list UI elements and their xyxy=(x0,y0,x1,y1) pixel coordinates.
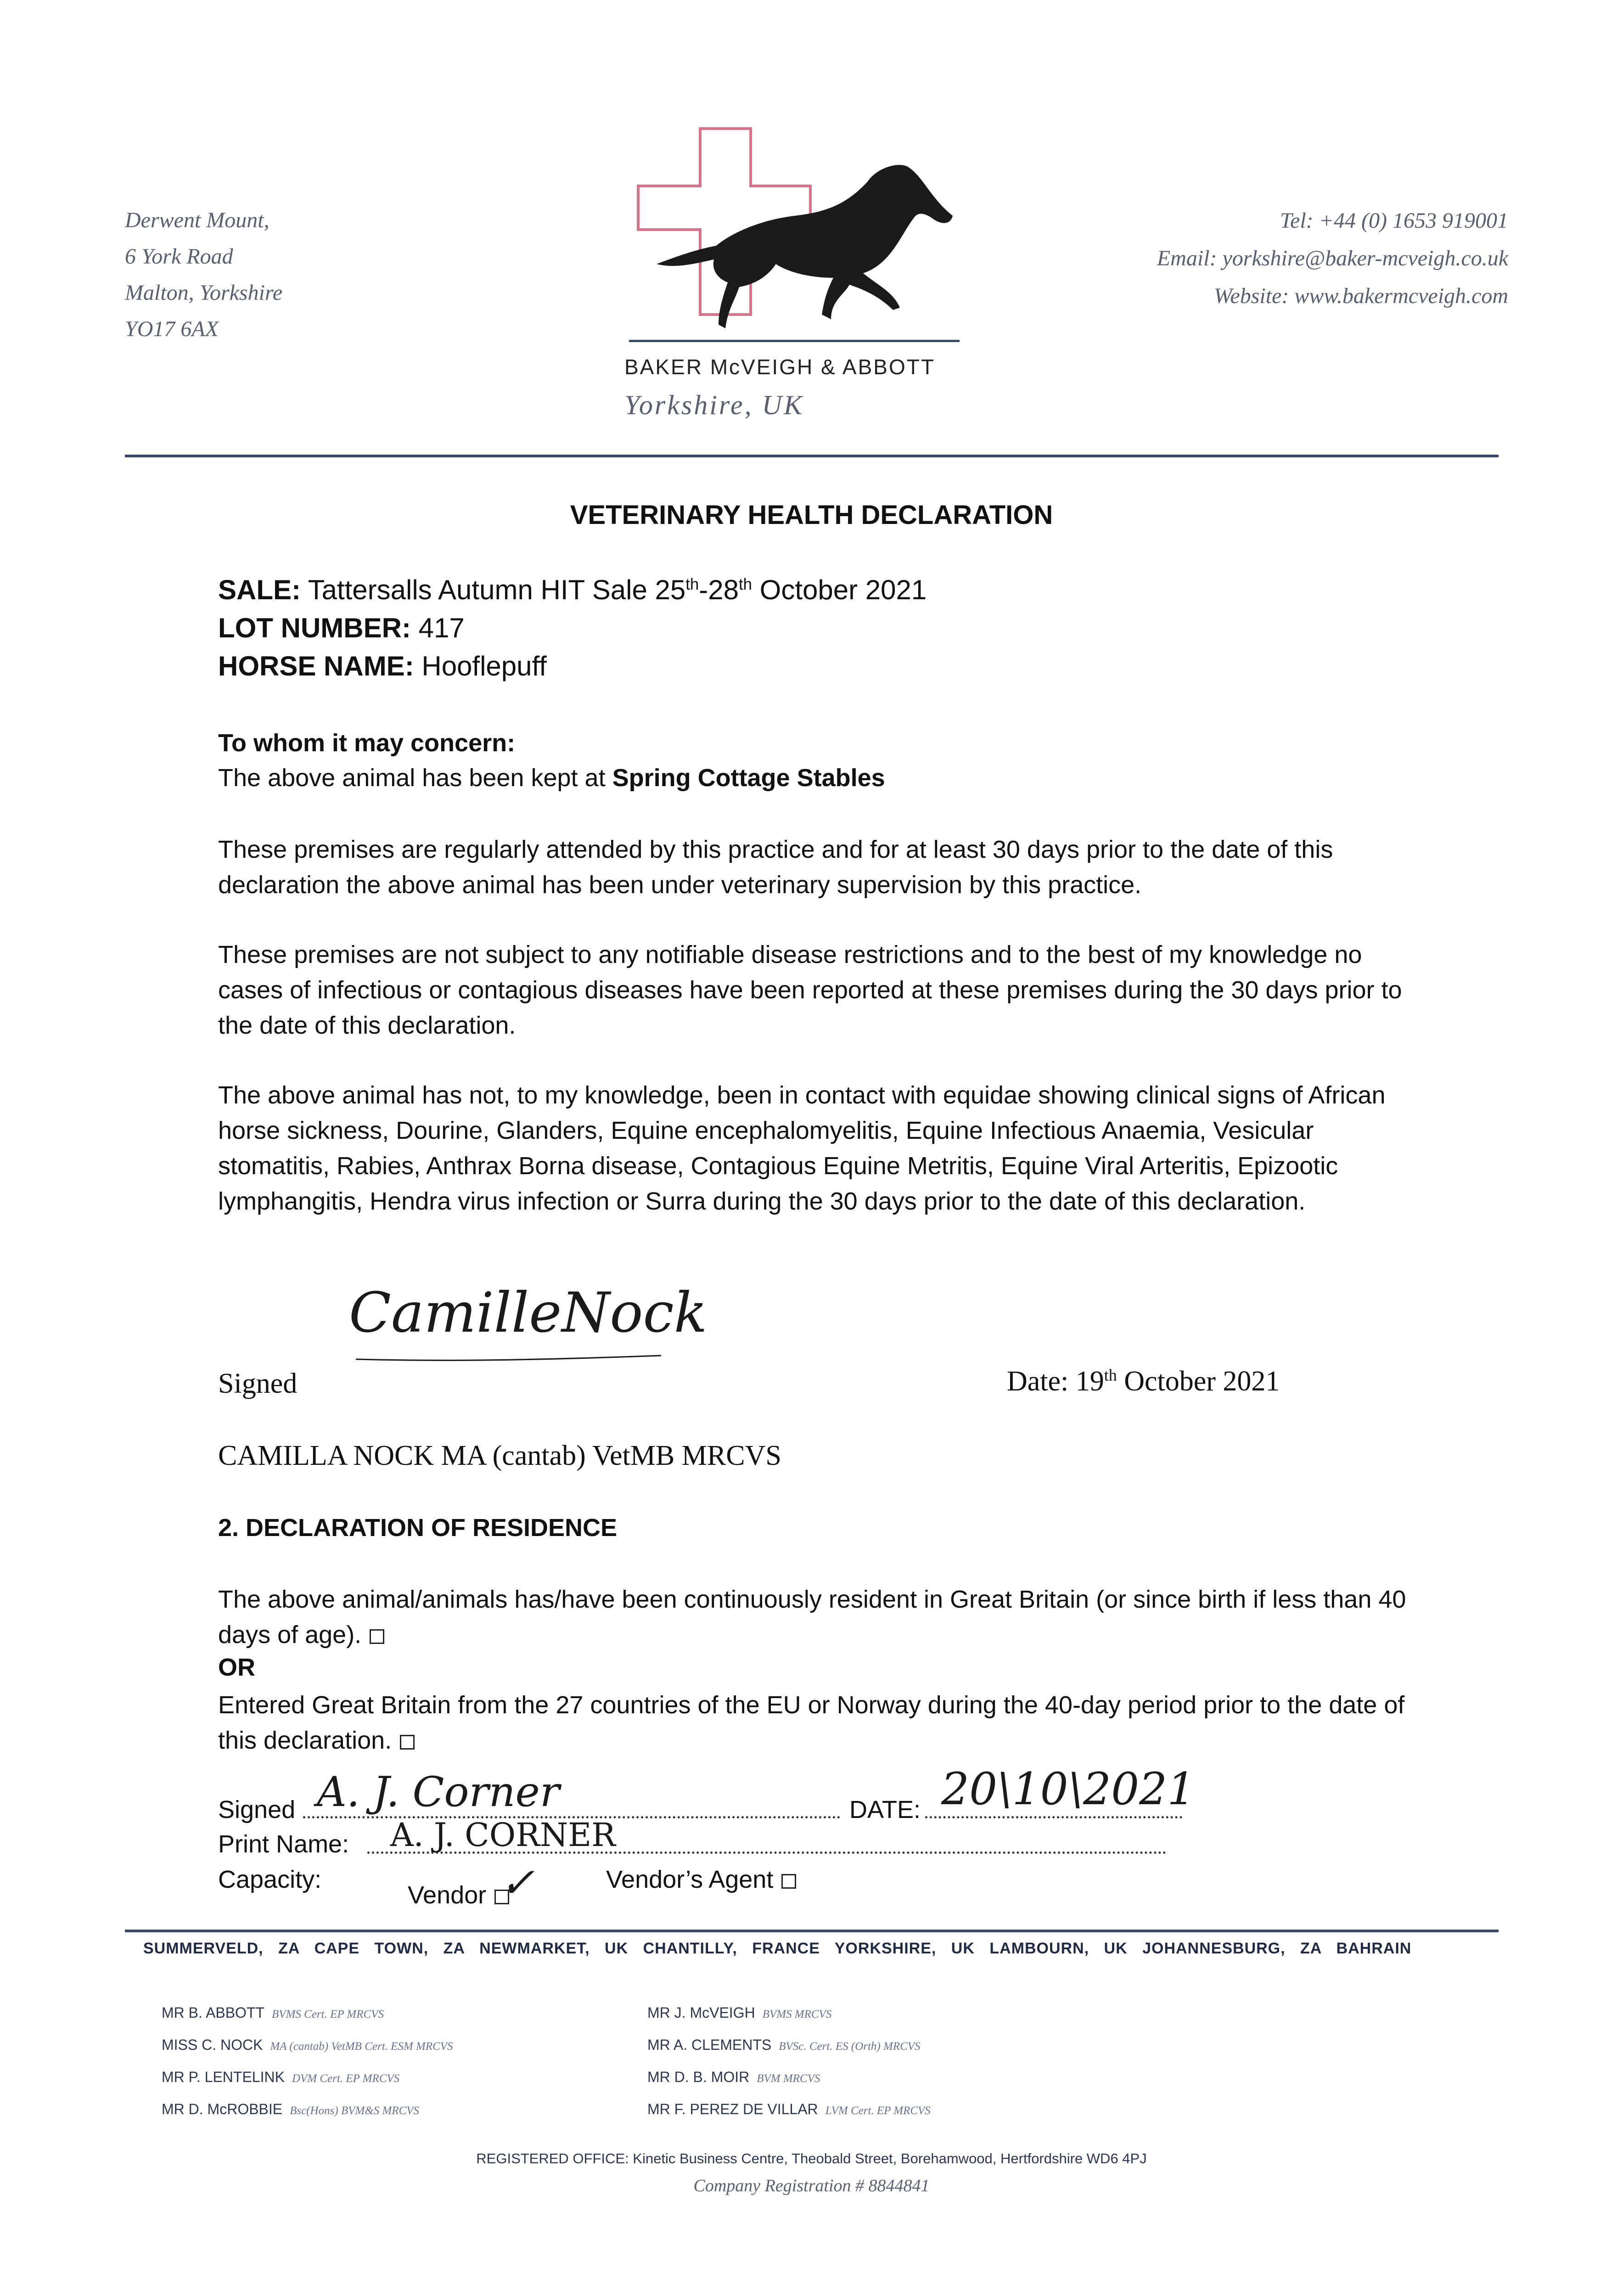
logo-rule xyxy=(629,340,960,342)
lot-label: LOT NUMBER: xyxy=(218,613,411,643)
office-locations xyxy=(143,1940,1411,1958)
print-name-value: A. J. CORNER xyxy=(390,1816,616,1854)
document-title: VETERINARY HEALTH DECLARATION xyxy=(570,500,1053,530)
vet-signature-underline xyxy=(354,1350,666,1364)
residence-option-1: The above animal/animals has/have been continuously resident in Great Britain (or since birth if less than 40 days of age). xyxy=(218,1586,1406,1649)
vendors-agent-checkbox[interactable] xyxy=(781,1874,796,1889)
residence-date-value: 20\10\2021 xyxy=(941,1763,1196,1815)
lot-line xyxy=(218,612,465,644)
office-location: SUMMERVELD, ZA xyxy=(143,1940,300,1957)
supervision-paragraph: These premises are regularly attended by this practice and for at least 30 days prior to the date of this declaration the above animal has been under veterinary supervision by this practice. xyxy=(218,836,1333,899)
practice-logo xyxy=(629,126,960,347)
horse-label: HORSE NAME: xyxy=(218,651,414,681)
salutation: To whom it may concern: xyxy=(218,729,516,757)
option-2-checkbox[interactable] xyxy=(400,1735,415,1750)
or-separator: OR xyxy=(218,1654,255,1681)
address-line: 6 York Road xyxy=(125,244,233,269)
office-location: LAMBOURN, UK xyxy=(989,1940,1128,1957)
sale-name: Tattersalls Autumn HIT Sale 25 xyxy=(308,574,686,605)
firm-name: BAKER McVEIGH & ABBOTT xyxy=(624,355,935,379)
vendors-agent-option: Vendor’s Agent xyxy=(606,1865,796,1894)
registered-office: REGISTERED OFFICE: Kinetic Business Centre, Theobald Street, Borehamwood, Hertfordshire WD6 4PJ xyxy=(476,2150,1147,2167)
email-link[interactable]: Email: yorkshire@baker-mcveigh.co.uk xyxy=(1157,246,1508,270)
vet-signature: CamilleNock xyxy=(349,1281,708,1345)
address-line: Malton, Yorkshire xyxy=(125,281,283,305)
website-link[interactable]: Website: www.bakermcveigh.com xyxy=(1213,284,1508,308)
office-location: CAPE TOWN, ZA xyxy=(314,1940,465,1957)
kept-at-line xyxy=(218,764,885,792)
practice-contact xyxy=(1157,202,1508,315)
footer-divider xyxy=(125,1930,1499,1932)
horse-line xyxy=(218,650,547,682)
staff-member: MR P. LENTELINK DVM Cert. EP MRCVS xyxy=(162,2069,400,2085)
sale-line xyxy=(218,574,927,606)
address-line: Derwent Mount, xyxy=(125,208,270,232)
staff-member: MR A. CLEMENTS BVSc. Cert. ES (Orth) MRCVS xyxy=(647,2037,921,2053)
premises-name: Spring Cottage Stables xyxy=(612,764,885,792)
staff-member: MR J. McVEIGH BVMS MRCVS xyxy=(647,2004,832,2021)
sale-month-year: October 2021 xyxy=(752,574,927,605)
practice-address xyxy=(125,202,282,347)
print-name-label: Print Name: xyxy=(218,1830,349,1858)
sale-label: SALE: xyxy=(218,574,301,605)
disease-contact-paragraph: The above animal has not, to my knowledge, been in contact with equidae showing clinical signs of African horse sickness, Dourine, Glanders, Equine encephalomyelitis, Equine Infectious Anaemia, Vesicular stomatitis, Rabies, Anthrax Borna disease, Contagious Equine Metritis, Equine Viral Arteritis, Epizootic lymphangitis, Hendra virus infection or Surra during the 30 days prior to the date of this declaration. xyxy=(218,1081,1386,1215)
staff-member: MR B. ABBOTT BVMS Cert. EP MRCVS xyxy=(162,2004,384,2021)
office-location: YORKSHIRE, UK xyxy=(834,1940,975,1957)
telephone: Tel: +44 (0) 1653 919001 xyxy=(1280,208,1508,233)
office-location: BAHRAIN xyxy=(1336,1940,1412,1957)
company-registration: Company Registration # 8844841 xyxy=(693,2176,930,2195)
sale-date-suffix: th xyxy=(685,575,699,593)
option-1-checkbox[interactable] xyxy=(370,1629,384,1644)
residence-heading: 2. DECLARATION OF RESIDENCE xyxy=(218,1514,618,1542)
horse-name: Hooflepuff xyxy=(421,651,547,681)
date-dotted-line xyxy=(925,1816,1182,1818)
vet-signed-label: Signed xyxy=(218,1368,298,1399)
vet-name: CAMILLA NOCK MA (cantab) VetMB MRCVS xyxy=(218,1440,781,1471)
sale-date-end: -28 xyxy=(699,574,739,605)
sale-date-suffix: th xyxy=(738,575,753,593)
staff-member: MR D. McROBBIE Bsc(Hons) BVM&S MRCVS xyxy=(162,2101,420,2117)
firm-location: Yorkshire, UK xyxy=(624,390,804,420)
residence-signed-label: Signed xyxy=(218,1796,296,1823)
premises-paragraph: These premises are not subject to any notifiable disease restrictions and to the best of my knowledge no cases of infectious or contagious diseases have been reported at these premises during the 30 days prior to the date of this declaration. xyxy=(218,941,1402,1039)
residence-signature: A. J. Corner xyxy=(317,1768,560,1816)
office-location: JOHANNESBURG, ZA xyxy=(1142,1940,1322,1957)
staff-member: MR D. B. MOIR BVM MRCVS xyxy=(647,2069,820,2085)
kept-at-text: The above animal has been kept at xyxy=(218,764,612,792)
vendor-tick-icon: ✓ xyxy=(500,1859,535,1907)
office-location: NEWMARKET, UK xyxy=(479,1940,629,1957)
office-location: CHANTILLY, FRANCE xyxy=(643,1940,820,1957)
staff-list-right xyxy=(647,1998,931,2126)
residence-date-label: DATE: xyxy=(849,1796,921,1823)
header-divider xyxy=(125,455,1499,457)
staff-member: MISS C. NOCK MA (cantab) VetMB Cert. ESM MRCVS xyxy=(162,2037,453,2053)
lot-number: 417 xyxy=(418,613,465,643)
address-line: YO17 6AX xyxy=(125,317,219,341)
capacity-label: Capacity: xyxy=(218,1866,322,1893)
residence-option-2: Entered Great Britain from the 27 countries of the EU or Norway during the 40-day period prior to the date of this declaration. xyxy=(218,1691,1405,1754)
vet-sign-date: Date: 19th October 2021 xyxy=(1007,1366,1280,1397)
staff-member: MR F. PEREZ DE VILLAR LVM Cert. EP MRCVS xyxy=(647,2101,931,2117)
staff-list-left xyxy=(162,1998,453,2126)
vendor-option: Vendor ✓ xyxy=(408,1859,535,1909)
